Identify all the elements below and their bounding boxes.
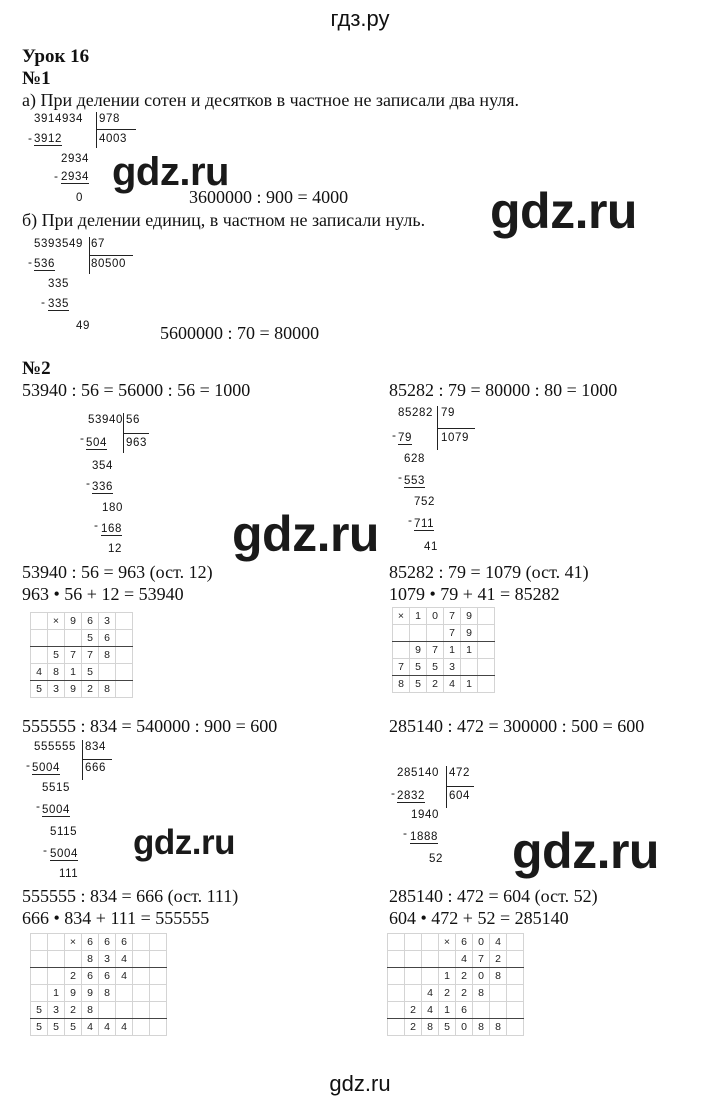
subtrahend: 335 bbox=[48, 298, 69, 310]
grid-cell: 9 bbox=[82, 985, 99, 1002]
division-bracket-vertical bbox=[446, 766, 447, 808]
subtrahend: 553 bbox=[404, 475, 425, 487]
subtrahend: 504 bbox=[86, 437, 107, 449]
grid-cell: 2 bbox=[490, 951, 507, 968]
grid-cell bbox=[116, 630, 133, 647]
grid-cell bbox=[507, 934, 524, 951]
p4-result: 285140 : 472 = 604 (ост. 52) bbox=[389, 886, 598, 906]
subtrahend: 5004 bbox=[42, 804, 70, 816]
task1-number: №1 bbox=[22, 68, 51, 89]
grid-cell: 8 bbox=[99, 647, 116, 664]
grid-cell: 8 bbox=[99, 985, 116, 1002]
grid-cell: 3 bbox=[444, 659, 461, 676]
grid-cell: 7 bbox=[82, 647, 99, 664]
subtrahend: 1888 bbox=[410, 831, 438, 843]
p2-check: 1079 • 79 + 41 = 85282 bbox=[389, 584, 560, 604]
grid-cell: 8 bbox=[473, 1019, 490, 1036]
grid-cell bbox=[150, 968, 167, 985]
grid-cell: 7 bbox=[65, 647, 82, 664]
subtrahend: 2934 bbox=[61, 171, 89, 183]
remainder-step: 2934 bbox=[61, 153, 89, 165]
p2-result: 85282 : 79 = 1079 (ост. 41) bbox=[389, 562, 589, 582]
grid-cell bbox=[461, 659, 478, 676]
grid-cell bbox=[507, 1019, 524, 1036]
grid-cell bbox=[473, 1002, 490, 1019]
remainder: 49 bbox=[76, 320, 90, 332]
remainder-step: 628 bbox=[404, 453, 425, 465]
grid-cell bbox=[65, 630, 82, 647]
grid-cell bbox=[133, 985, 150, 1002]
grid-cell bbox=[490, 985, 507, 1002]
grid-cell: 4 bbox=[490, 934, 507, 951]
lesson-title: Урок 16 bbox=[22, 46, 90, 67]
grid-cell bbox=[405, 934, 422, 951]
division-bracket-horizontal bbox=[96, 129, 136, 130]
dividend: 285140 bbox=[397, 767, 439, 779]
grid-cell: 0 bbox=[473, 968, 490, 985]
grid-cell: 5 bbox=[31, 1002, 48, 1019]
grid-row bbox=[388, 985, 524, 1002]
grid-cell bbox=[388, 951, 405, 968]
grid-cell: 1 bbox=[444, 642, 461, 659]
grid-cell: 5 bbox=[82, 664, 99, 681]
grid-row bbox=[31, 968, 167, 985]
grid-cell bbox=[133, 951, 150, 968]
grid-cell: × bbox=[48, 613, 65, 630]
grid-cell: 5 bbox=[410, 676, 427, 693]
grid-cell bbox=[48, 630, 65, 647]
grid-cell: 5 bbox=[82, 630, 99, 647]
grid-cell bbox=[478, 659, 495, 676]
grid-cell: 6 bbox=[99, 968, 116, 985]
grid-cell bbox=[133, 968, 150, 985]
grid-cell bbox=[388, 934, 405, 951]
division-bracket-horizontal bbox=[82, 759, 112, 760]
task1a-estimate: 3600000 : 900 = 4000 bbox=[189, 187, 349, 207]
grid-cell: 5 bbox=[439, 1019, 456, 1036]
grid-cell bbox=[48, 968, 65, 985]
grid-cell bbox=[388, 1019, 405, 1036]
grid-cell: 2 bbox=[405, 1002, 422, 1019]
subtrahend: 336 bbox=[92, 481, 113, 493]
grid-cell: 2 bbox=[65, 1002, 82, 1019]
grid-cell: 1 bbox=[461, 676, 478, 693]
grid-cell: 6 bbox=[82, 968, 99, 985]
p2-multiplication-grid bbox=[392, 607, 495, 693]
grid-cell: 2 bbox=[439, 985, 456, 1002]
grid-cell: 4 bbox=[82, 1019, 99, 1036]
grid-cell: 8 bbox=[473, 985, 490, 1002]
p1-estimate: 53940 : 56 = 56000 : 56 = 1000 bbox=[22, 380, 251, 400]
remainder: 52 bbox=[429, 853, 443, 865]
grid-row bbox=[388, 951, 524, 968]
grid-cell bbox=[405, 951, 422, 968]
grid-cell bbox=[388, 1002, 405, 1019]
grid-row bbox=[31, 985, 167, 1002]
grid-cell bbox=[478, 676, 495, 693]
remainder: 41 bbox=[424, 541, 438, 553]
grid-row bbox=[393, 608, 495, 625]
grid-row bbox=[31, 664, 133, 681]
subtrahend: 3912 bbox=[34, 133, 62, 145]
grid-cell: 8 bbox=[422, 1019, 439, 1036]
grid-cell bbox=[405, 985, 422, 1002]
watermark: gdz.ru bbox=[490, 183, 637, 239]
grid-cell: 1 bbox=[439, 968, 456, 985]
grid-cell: 4 bbox=[422, 1002, 439, 1019]
grid-cell: 9 bbox=[65, 613, 82, 630]
grid-cell bbox=[116, 647, 133, 664]
grid-cell bbox=[48, 951, 65, 968]
grid-cell bbox=[150, 1002, 167, 1019]
grid-cell: 6 bbox=[82, 613, 99, 630]
grid-cell: 9 bbox=[65, 985, 82, 1002]
grid-cell bbox=[393, 642, 410, 659]
grid-cell bbox=[133, 1019, 150, 1036]
grid-cell bbox=[31, 968, 48, 985]
divisor: 834 bbox=[85, 741, 106, 753]
dividend: 555555 bbox=[34, 741, 76, 753]
grid-cell: 3 bbox=[99, 951, 116, 968]
grid-cell bbox=[422, 951, 439, 968]
grid-cell: 4 bbox=[422, 985, 439, 1002]
subtrahend: 536 bbox=[34, 258, 55, 270]
grid-cell: 8 bbox=[393, 676, 410, 693]
grid-cell bbox=[388, 985, 405, 1002]
grid-cell: 1 bbox=[461, 642, 478, 659]
remainder-step: 335 bbox=[48, 278, 69, 290]
division-bracket-horizontal bbox=[437, 428, 475, 429]
grid-cell: 6 bbox=[99, 630, 116, 647]
quotient: 4003 bbox=[99, 133, 127, 145]
grid-row bbox=[393, 642, 495, 659]
grid-cell: × bbox=[65, 934, 82, 951]
grid-cell bbox=[393, 625, 410, 642]
grid-cell: 7 bbox=[393, 659, 410, 676]
grid-row bbox=[388, 1002, 524, 1019]
grid-row bbox=[393, 625, 495, 642]
grid-cell bbox=[116, 985, 133, 1002]
grid-cell bbox=[478, 608, 495, 625]
remainder-step: 752 bbox=[414, 496, 435, 508]
grid-cell: 8 bbox=[490, 968, 507, 985]
grid-cell bbox=[507, 951, 524, 968]
remainder-step: 354 bbox=[92, 460, 113, 472]
divisor: 79 bbox=[441, 407, 455, 419]
grid-cell bbox=[150, 1019, 167, 1036]
task1b-text: б) При делении единиц, в частном не записали нуль. bbox=[22, 210, 426, 230]
quotient: 604 bbox=[449, 790, 470, 802]
divisor: 472 bbox=[449, 767, 470, 779]
remainder: 0 bbox=[76, 192, 83, 204]
grid-cell: 5 bbox=[65, 1019, 82, 1036]
remainder-step: 180 bbox=[102, 502, 123, 514]
grid-cell bbox=[116, 1002, 133, 1019]
grid-cell: 6 bbox=[456, 934, 473, 951]
divisor: 67 bbox=[91, 238, 105, 250]
subtrahend: 79 bbox=[398, 432, 412, 444]
grid-cell: 5 bbox=[410, 659, 427, 676]
grid-cell: 2 bbox=[456, 968, 473, 985]
grid-cell bbox=[133, 1002, 150, 1019]
grid-cell bbox=[410, 625, 427, 642]
grid-cell bbox=[150, 951, 167, 968]
subtrahend: 711 bbox=[414, 518, 435, 530]
grid-cell bbox=[31, 630, 48, 647]
grid-cell bbox=[490, 1002, 507, 1019]
grid-cell bbox=[507, 1002, 524, 1019]
grid-cell bbox=[116, 681, 133, 698]
grid-cell: 4 bbox=[456, 951, 473, 968]
division-bracket-horizontal bbox=[123, 433, 149, 434]
watermark: gdz.ru bbox=[112, 150, 229, 194]
grid-row bbox=[31, 1019, 167, 1036]
grid-cell: 5 bbox=[31, 681, 48, 698]
grid-cell: 3 bbox=[99, 613, 116, 630]
grid-row bbox=[388, 934, 524, 951]
grid-cell: 9 bbox=[410, 642, 427, 659]
grid-cell bbox=[150, 934, 167, 951]
p4-estimate: 285140 : 472 = 300000 : 500 = 600 bbox=[389, 716, 645, 736]
grid-row bbox=[388, 968, 524, 985]
p1-result: 53940 : 56 = 963 (ост. 12) bbox=[22, 562, 213, 582]
grid-cell: 4 bbox=[116, 968, 133, 985]
division-bracket-horizontal bbox=[89, 255, 133, 256]
grid-cell: 6 bbox=[82, 934, 99, 951]
grid-cell bbox=[99, 1002, 116, 1019]
remainder-step: 1940 bbox=[411, 809, 439, 821]
dividend: 5393549 bbox=[34, 238, 83, 250]
division-bracket-horizontal bbox=[446, 786, 474, 787]
grid-cell: 2 bbox=[405, 1019, 422, 1036]
grid-cell bbox=[422, 934, 439, 951]
divisor: 56 bbox=[126, 414, 140, 426]
grid-cell: × bbox=[439, 934, 456, 951]
grid-row bbox=[393, 676, 495, 693]
divisor: 978 bbox=[99, 113, 120, 125]
grid-cell bbox=[116, 613, 133, 630]
grid-cell: 7 bbox=[427, 642, 444, 659]
grid-cell bbox=[150, 985, 167, 1002]
grid-cell: 4 bbox=[444, 676, 461, 693]
grid-cell: 5 bbox=[48, 1019, 65, 1036]
remainder-step: 5515 bbox=[42, 782, 70, 794]
grid-cell: 5 bbox=[427, 659, 444, 676]
grid-cell: 7 bbox=[444, 625, 461, 642]
quotient: 666 bbox=[85, 762, 106, 774]
grid-row bbox=[31, 681, 133, 698]
subtrahend: 2832 bbox=[397, 790, 425, 802]
p1-multiplication-grid bbox=[30, 612, 133, 698]
grid-cell bbox=[507, 968, 524, 985]
grid-cell bbox=[31, 985, 48, 1002]
grid-cell bbox=[48, 934, 65, 951]
grid-cell: 6 bbox=[99, 934, 116, 951]
dividend: 3914934 bbox=[34, 113, 83, 125]
p2-estimate: 85282 : 79 = 80000 : 80 = 1000 bbox=[389, 380, 618, 400]
grid-cell: 2 bbox=[456, 985, 473, 1002]
p4-multiplication-grid bbox=[387, 933, 524, 1036]
remainder: 12 bbox=[108, 543, 122, 555]
grid-cell bbox=[388, 968, 405, 985]
quotient: 80500 bbox=[91, 258, 126, 270]
task2-number: №2 bbox=[22, 358, 51, 379]
grid-row bbox=[31, 951, 167, 968]
p3-result: 555555 : 834 = 666 (ост. 111) bbox=[22, 886, 239, 906]
grid-cell bbox=[439, 951, 456, 968]
grid-cell: 1 bbox=[410, 608, 427, 625]
dividend: 85282 bbox=[398, 407, 433, 419]
division-bracket-vertical bbox=[82, 740, 83, 780]
dividend: 53940 bbox=[88, 414, 123, 426]
grid-cell: 8 bbox=[490, 1019, 507, 1036]
grid-cell: 5 bbox=[48, 647, 65, 664]
grid-cell bbox=[31, 934, 48, 951]
grid-cell bbox=[507, 985, 524, 1002]
grid-cell: 1 bbox=[65, 664, 82, 681]
grid-cell: 2 bbox=[427, 676, 444, 693]
grid-cell: 4 bbox=[99, 1019, 116, 1036]
grid-cell bbox=[422, 968, 439, 985]
grid-cell bbox=[116, 664, 133, 681]
grid-cell bbox=[99, 664, 116, 681]
grid-cell: 9 bbox=[461, 625, 478, 642]
grid-cell: 0 bbox=[456, 1019, 473, 1036]
grid-cell: 6 bbox=[456, 1002, 473, 1019]
footer-site: gdz.ru bbox=[329, 1071, 391, 1096]
grid-cell: 0 bbox=[473, 934, 490, 951]
remainder: 111 bbox=[59, 868, 79, 880]
watermark: gdz.ru bbox=[232, 506, 379, 562]
subtrahend: 168 bbox=[101, 523, 122, 535]
grid-cell: 4 bbox=[31, 664, 48, 681]
grid-cell bbox=[65, 951, 82, 968]
grid-cell: 1 bbox=[48, 985, 65, 1002]
grid-cell bbox=[133, 934, 150, 951]
p4-check: 604 • 472 + 52 = 285140 bbox=[389, 908, 569, 928]
grid-cell bbox=[405, 968, 422, 985]
grid-row bbox=[393, 659, 495, 676]
grid-cell: 3 bbox=[48, 1002, 65, 1019]
grid-cell: 9 bbox=[461, 608, 478, 625]
p3-check: 666 • 834 + 111 = 555555 bbox=[22, 908, 210, 928]
grid-row bbox=[31, 647, 133, 664]
grid-cell: 8 bbox=[82, 1002, 99, 1019]
task1a-text: а) При делении сотен и десятков в частное не записали два нуля. bbox=[22, 90, 520, 110]
grid-cell bbox=[478, 625, 495, 642]
grid-cell: 8 bbox=[99, 681, 116, 698]
remainder-step: 5115 bbox=[50, 826, 78, 838]
grid-cell: 1 bbox=[439, 1002, 456, 1019]
grid-cell: 0 bbox=[427, 608, 444, 625]
header-site: гдз.ру bbox=[330, 6, 390, 31]
quotient: 963 bbox=[126, 437, 147, 449]
grid-row bbox=[31, 934, 167, 951]
watermark: gdz.ru bbox=[133, 823, 235, 862]
grid-cell: 8 bbox=[82, 951, 99, 968]
grid-cell: 2 bbox=[82, 681, 99, 698]
grid-row bbox=[31, 1002, 167, 1019]
quotient: 1079 bbox=[441, 432, 469, 444]
grid-cell: 4 bbox=[116, 951, 133, 968]
grid-cell: 7 bbox=[444, 608, 461, 625]
grid-cell: 3 bbox=[48, 681, 65, 698]
p3-multiplication-grid bbox=[30, 933, 167, 1036]
division-bracket-vertical bbox=[96, 112, 97, 148]
grid-cell bbox=[31, 951, 48, 968]
grid-cell: 5 bbox=[31, 1019, 48, 1036]
grid-cell bbox=[31, 613, 48, 630]
grid-cell: 2 bbox=[65, 968, 82, 985]
grid-cell: 6 bbox=[116, 934, 133, 951]
grid-cell bbox=[478, 642, 495, 659]
grid-cell: × bbox=[393, 608, 410, 625]
task1b-estimate: 5600000 : 70 = 80000 bbox=[160, 323, 320, 343]
p3-estimate: 555555 : 834 = 540000 : 900 = 600 bbox=[22, 716, 278, 736]
subtrahend: 5004 bbox=[32, 762, 60, 774]
grid-cell bbox=[427, 625, 444, 642]
grid-cell: 4 bbox=[116, 1019, 133, 1036]
grid-row bbox=[31, 613, 133, 630]
grid-cell bbox=[31, 647, 48, 664]
grid-row bbox=[31, 630, 133, 647]
grid-cell: 8 bbox=[48, 664, 65, 681]
p1-check: 963 • 56 + 12 = 53940 bbox=[22, 584, 184, 604]
grid-row bbox=[388, 1019, 524, 1036]
subtrahend: 5004 bbox=[50, 848, 78, 860]
grid-cell: 9 bbox=[65, 681, 82, 698]
grid-cell: 7 bbox=[473, 951, 490, 968]
watermark: gdz.ru bbox=[512, 823, 659, 879]
